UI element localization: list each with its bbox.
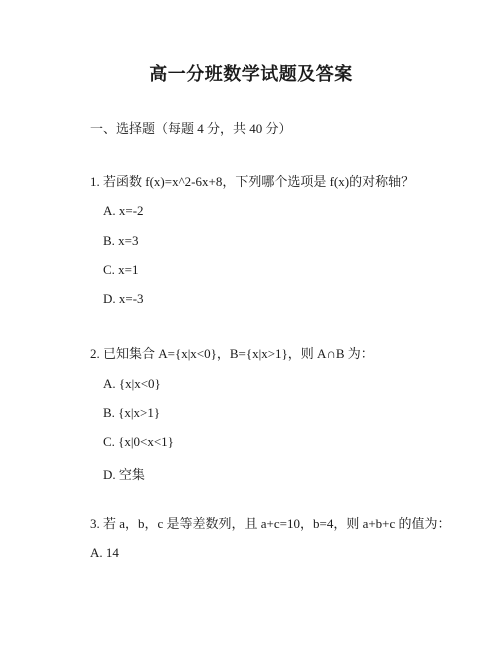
question-1-option-c: C. x=1 bbox=[103, 262, 139, 277]
question-2-option-b: B. {x|x>1} bbox=[103, 405, 161, 420]
document-title: 高一分班数学试题及答案 bbox=[149, 64, 353, 84]
question-1-option-b: B. x=3 bbox=[103, 233, 139, 248]
question-2-option-c: C. {x|0<x<1} bbox=[103, 434, 174, 449]
section-heading: 一、选择题（每题 4 分，共 40 分） bbox=[90, 121, 292, 136]
question-3-option-a: A. 14 bbox=[90, 545, 119, 560]
question-2-option-d: D. 空集 bbox=[103, 467, 145, 482]
question-1-option-d: D. x=-3 bbox=[103, 291, 144, 306]
question-2-option-a: A. {x|x<0} bbox=[103, 376, 161, 391]
question-2-text: 2. 已知集合 A={x|x<0}，B={x|x>1}，则 A∩B 为： bbox=[90, 346, 374, 361]
question-1-option-a: A. x=-2 bbox=[103, 203, 144, 218]
question-3-text: 3. 若 a，b，c 是等差数列，且 a+c=10，b=4，则 a+b+c 的值为： bbox=[90, 516, 451, 531]
question-1-text: 1. 若函数 f(x)=x^2-6x+8，下列哪个选项是 f(x)的对称轴？ bbox=[90, 174, 415, 189]
